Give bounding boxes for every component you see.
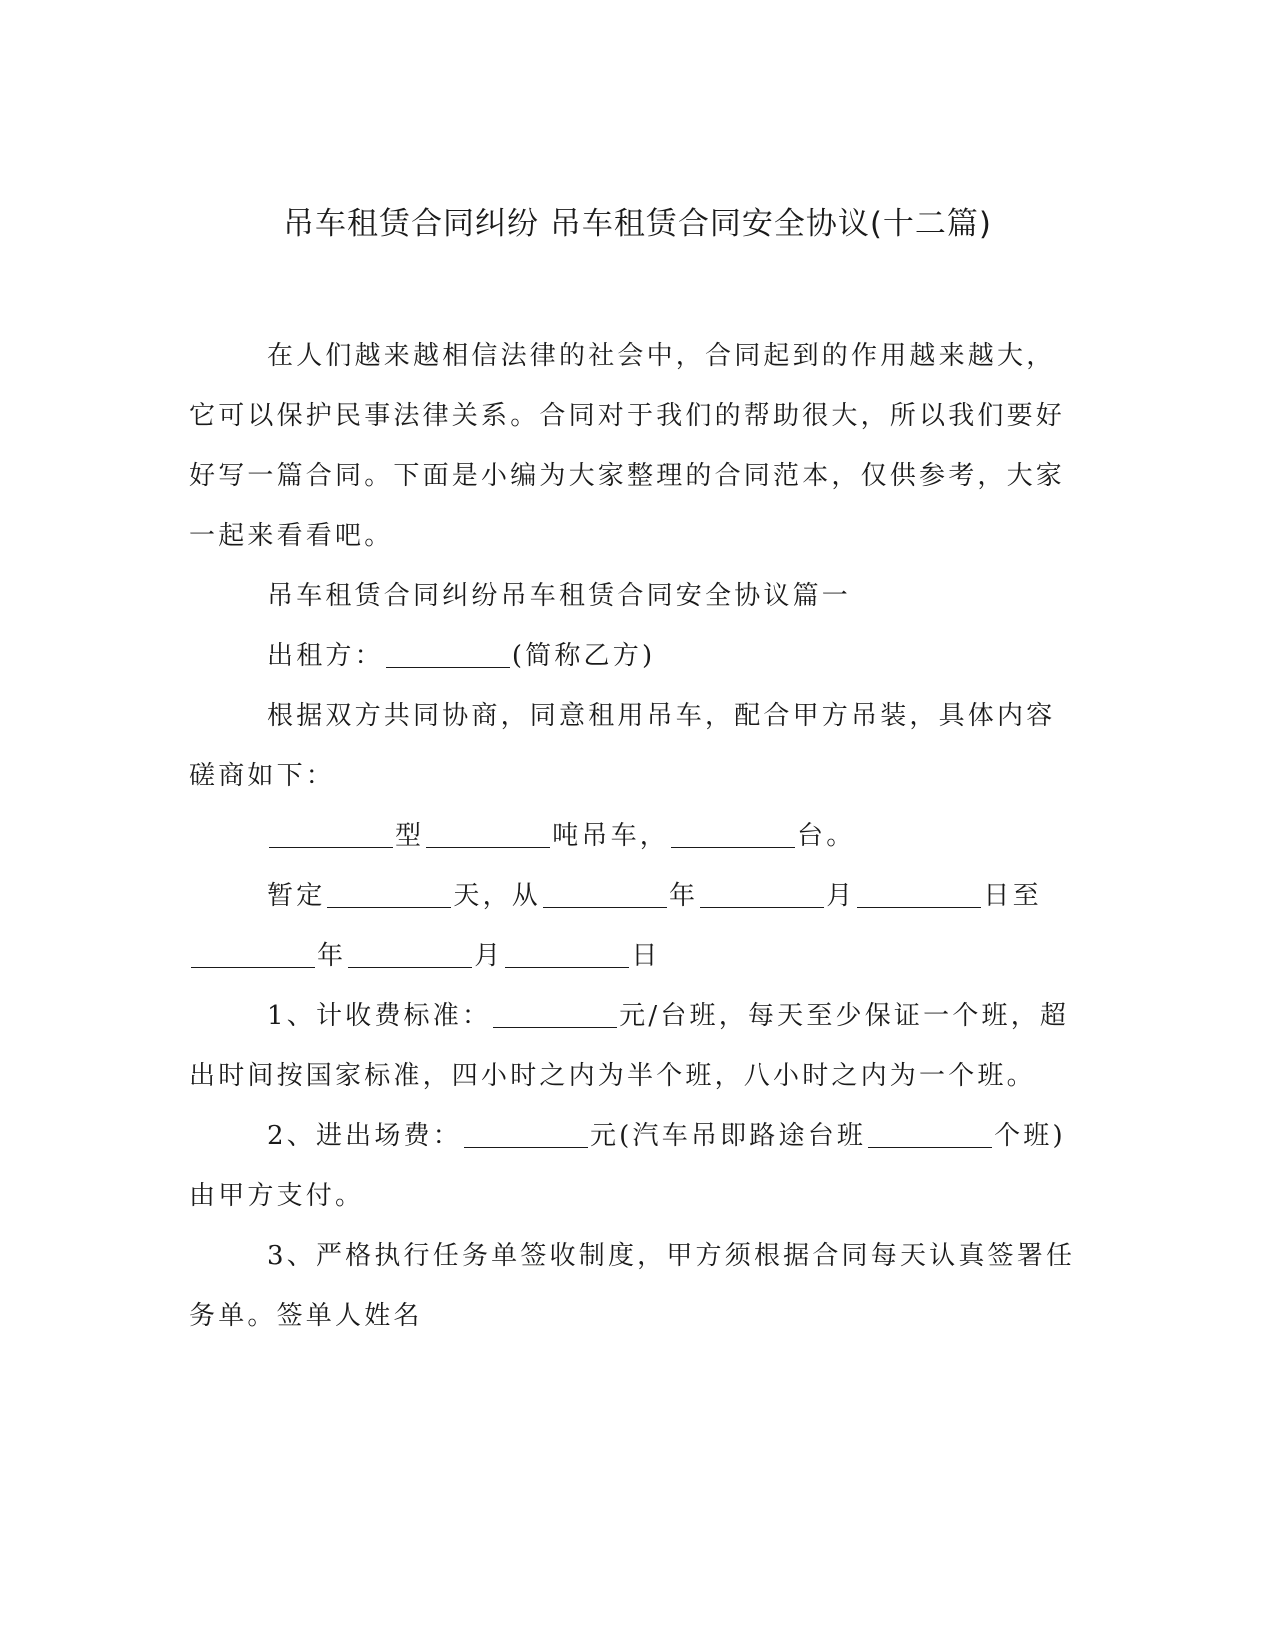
intro-paragraph: 在人们越来越相信法律的社会中，合同起到的作用越来越大，它可以保护民事法律关系。合同对于我们的帮助很大，所以我们要好好写一篇合同。下面是小编为大家整理的合同范本，仅供参考，大家一起来看看吧。: [189, 341, 1066, 551]
start-month-blank: [700, 881, 824, 908]
negotiation-paragraph: 根据双方共同协商，同意租用吊车，配合甲方吊装，具体内容磋商如下：: [189, 701, 1056, 791]
crane-unit-label: 台。: [797, 821, 856, 851]
crane-ton-label: 吨吊车，: [552, 821, 670, 851]
crane-unit-blank: [671, 821, 795, 848]
end-day-blank: [505, 941, 629, 968]
lessor-label: 出租方：: [267, 641, 384, 671]
end-year-label: 年: [317, 941, 347, 971]
document-body: [189, 326, 1077, 1346]
item-2-suffix: 个班)由甲方支付。: [189, 1121, 1066, 1211]
item-3-paragraph: 3、严格执行任务单签收制度，甲方须根据合同每天认真签署任务单。签单人姓名: [189, 1241, 1076, 1331]
item-1-paragraph: [189, 986, 1077, 1106]
start-year-label: 年: [669, 881, 699, 911]
item-2-fee-blank: [464, 1121, 588, 1148]
start-year-blank: [543, 881, 667, 908]
lessor-line: [189, 626, 1077, 686]
item-2-mid: 元(汽车吊即路途台班: [589, 1121, 867, 1151]
duration-days-blank: [327, 881, 451, 908]
start-day-to-label: 日至: [983, 881, 1042, 911]
document-title: 吊车租赁合同纠纷 吊车租赁合同安全协议(十二篇): [282, 206, 993, 242]
duration-paragraph: [189, 866, 1077, 986]
end-month-blank: [348, 941, 472, 968]
item-2-prefix: 2、进出场费：: [267, 1121, 462, 1151]
item-1-prefix: 1、计收费标准：: [267, 1001, 492, 1031]
start-month-label: 月: [826, 881, 856, 911]
item-2-shift-blank: [868, 1121, 992, 1148]
item-2-paragraph: [189, 1106, 1077, 1226]
crane-type-blank: [269, 821, 393, 848]
end-year-blank: [191, 941, 315, 968]
crane-line: [189, 806, 1077, 866]
end-day-label: 日: [631, 941, 661, 971]
crane-ton-blank: [426, 821, 550, 848]
lessor-suffix: (简称乙方): [511, 641, 656, 671]
start-day-blank: [857, 881, 981, 908]
duration-tentative: 暂定: [267, 881, 326, 911]
section-heading: 吊车租赁合同纠纷吊车租赁合同安全协议篇一: [267, 581, 852, 611]
duration-days-from: 天，从: [453, 881, 542, 911]
end-month-label: 月: [474, 941, 504, 971]
item-1-text: 元/台班，每天至少保证一个班，超出时间按国家标准，四小时之内为半个班，八小时之内为一个班。: [189, 1001, 1070, 1091]
lessor-blank: [386, 641, 510, 668]
item-1-fee-blank: [493, 1001, 617, 1028]
crane-type-label: 型: [395, 821, 425, 851]
